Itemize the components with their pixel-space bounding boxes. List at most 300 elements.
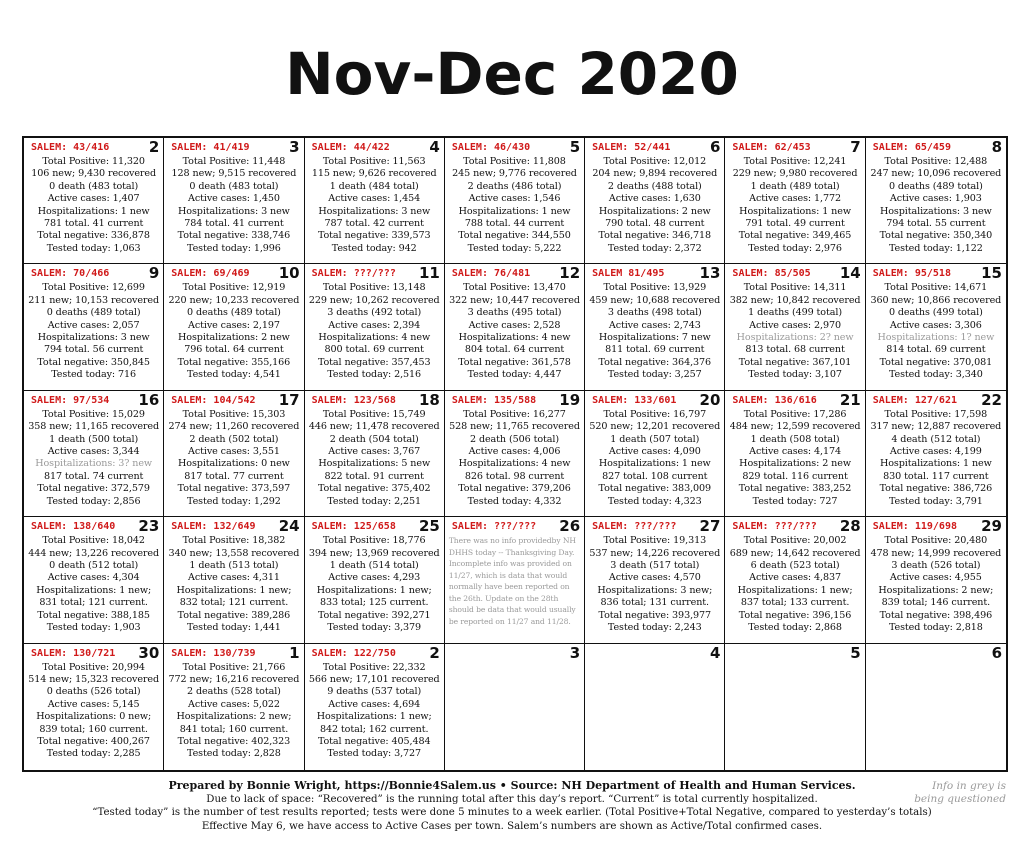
stat-line: 128 new; 9,515 recovered [171,168,297,180]
stat-line: Tested today: 2,828 [187,748,281,760]
stat-line: 796 total. 64 current [184,344,284,356]
stat-line: Total negative: 388,185 [37,609,150,621]
stat-line: 822 total. 91 current [324,470,424,482]
salem-cases: SALEM: 70/466 [31,268,110,280]
stat-line: Tested today: 2,856 [46,495,141,507]
stat-line: Total negative: 402,323 [177,736,291,748]
stat-line: Tested today: 3,340 [888,369,983,381]
salem-cases: SALEM: 95/518 [872,268,951,280]
stat-line: Tested today: 3,107 [748,369,842,381]
stat-line: Tested today: 2,372 [607,242,702,254]
stat-line: Hospitalizations: 1 new [879,458,992,470]
stat-line: Tested today: 2,251 [327,495,422,507]
day-header [305,138,444,156]
day-stats [164,535,303,634]
day-cell [164,138,304,264]
stat-line: 566 new; 17,101 recovered [308,674,440,685]
stat-line: Total Positive: 21,766 [182,661,286,673]
salem-cases: SALEM: 85/505 [732,268,811,280]
stat-line: 478 new; 14,999 recovered [870,547,1002,559]
stat-line: Active cases: 4,174 [749,446,841,458]
day-number: 6 [709,138,721,156]
day-stats [725,409,864,508]
stat-line: 2 deaths (488 total) [607,180,702,192]
day-cell [305,138,445,264]
stat-line: Total Positive: 17,598 [884,408,988,420]
stat-line: Total Positive: 22,332 [322,661,426,673]
day-cell [725,264,865,390]
day-stats [305,282,444,381]
stat-line: Tested today: 3,791 [888,495,983,507]
stat-line: 446 new; 11,478 recovered [308,421,440,433]
day-stats [445,409,584,508]
stat-line: 3 deaths (495 total) [467,307,562,319]
stat-line: Tested today: 2,516 [327,369,422,381]
stat-line: Tested today: 4,323 [607,495,702,507]
stat-line: 784 total. 41 current [184,218,284,230]
salem-cases: SALEM: 69/469 [171,268,250,280]
note-line: 11/27, which is data that would [448,570,568,580]
day-cell [585,138,725,264]
stat-line: 0 deaths (489 total) [187,307,281,319]
stat-line: Total Positive: 20,002 [743,535,847,547]
day-number: 4 [709,643,721,662]
day-number: 25 [418,517,440,536]
stat-line: 229 new; 9,980 recovered [732,168,858,180]
day-number: 12 [559,264,581,283]
day-header [866,644,1006,662]
stat-line: 841 total; 160 current. [179,723,289,735]
day-number: 1 [289,643,300,662]
stat-line: 358 new; 11,165 recovered [28,421,160,433]
day-header [24,138,163,156]
salem-cases: SALEM: 132/649 [171,521,256,533]
day-header [866,391,1006,409]
day-cell [305,517,445,643]
day-stats [445,156,584,255]
stat-line: Active cases: 5,145 [47,698,140,710]
day-cell [24,391,164,517]
stat-line: Hospitalizations: 1 new [739,205,851,217]
stat-line: Tested today: 4,447 [467,369,562,381]
stat-line: 836 total; 131 current. [600,597,710,609]
stat-line: 444 new; 13,226 recovered [28,547,160,559]
stat-line: Tested today: 2,285 [46,748,141,760]
stat-line: Hospitalizations: 1 new; [737,584,853,596]
salem-cases: SALEM: 130/721 [31,647,116,659]
stat-line: Active cases: 4,293 [328,572,421,584]
day-cell [24,644,164,770]
stat-line: Hospitalizations: 3 new [879,205,992,217]
stat-line: Total Positive: 14,311 [743,282,847,294]
day-header [305,391,444,409]
stat-line: Hospitalizations: 1 new; [176,584,292,596]
day-stats [725,535,864,634]
stat-line: 211 new; 10,153 recovered [28,294,160,306]
day-number: 17 [278,390,300,409]
stat-line: 360 new; 10,866 recovered [870,294,1002,306]
stat-line: 1 death (484 total) [329,180,419,192]
day-number: 15 [981,264,1002,283]
stat-line: 4 death (512 total) [891,433,981,445]
stat-line: 842 total; 162 current. [319,723,429,735]
salem-cases: SALEM: ???/??? [311,268,396,280]
salem-cases: SALEM: 65/459 [872,142,951,153]
salem-cases: SALEM: 133/601 [592,394,677,406]
stat-line: 817 total. 74 current [43,470,144,482]
stat-line: 247 new; 10,096 recovered [870,168,1002,180]
day-stats [866,156,1006,255]
stat-line: 0 deaths (499 total) [888,307,983,319]
stat-line: Active cases: 2,197 [188,319,280,331]
day-cell [305,264,445,390]
day-header [725,264,864,282]
day-cell [445,138,585,264]
footer [0,779,1024,833]
day-cell [164,391,304,517]
stat-line: 829 total. 116 current [742,470,848,482]
stat-line: Hospitalizations: 7 new [598,332,711,344]
salem-cases: SALEM: ???/??? [451,521,537,533]
stat-line: Total Positive: 12,699 [42,282,145,294]
stat-line: 826 total. 98 current [464,470,565,482]
salem-cases: SALEM: 104/542 [171,394,256,406]
stat-line: 813 total. 68 current [745,344,845,356]
day-stats [24,409,163,508]
day-header [585,264,724,282]
stat-line: 3 death (517 total) [610,560,700,571]
stat-line: 220 new; 10,233 recovered [168,294,300,306]
day-cell [164,644,304,770]
calendar-grid [22,136,1008,772]
day-number: 10 [278,264,300,283]
day-stats [585,535,724,634]
day-header [725,517,864,535]
day-header [445,391,584,409]
stat-line: Active cases: 1,630 [608,193,701,205]
stat-line: Tested today: 716 [51,369,137,381]
day-number: 11 [418,264,440,283]
salem-cases: SALEM: 136/616 [732,394,817,406]
stat-line: Total Positive: 15,749 [322,408,426,420]
stat-line: 787 total. 42 current [324,218,424,230]
day-header [24,391,163,409]
stat-line: Total negative: 392,271 [317,609,431,621]
stat-line: Active cases: 1,772 [749,193,841,205]
day-header [866,264,1006,282]
stat-line: 0 deaths (489 total) [46,307,141,319]
stat-line: Hospitalizations: 3 new [37,332,150,344]
stat-line: 537 new; 14,226 recovered [589,547,721,559]
day-cell [866,391,1006,517]
salem-cases: SALEM: 119/698 [872,521,957,533]
stat-line: Hospitalizations: 1 new [598,458,711,470]
day-header [585,517,724,535]
day-header [24,264,163,282]
note-line: should be data that would usually [448,605,576,615]
stat-line: Total negative: 349,465 [738,230,852,242]
stat-line: 817 total. 77 current [184,470,284,482]
stat-line: 484 new; 12,599 recovered [729,421,861,433]
day-cell [445,517,585,643]
day-stats [305,409,444,508]
stat-line: 1 death (489 total) [750,180,840,192]
salem-cases: SALEM: 46/430 [451,142,531,153]
day-header [445,264,584,282]
stat-line: Hospitalizations: 5 new [318,458,431,470]
day-stats [164,409,303,508]
day-number: 14 [839,264,861,283]
day-header [305,517,444,535]
stat-line: Hospitalizations: 3 new; [597,584,713,596]
stat-line: 3 death (526 total) [891,560,981,571]
stat-line: 2 deaths (528 total) [187,686,281,698]
stat-line: Hospitalizations: 0 new; [36,711,152,723]
day-cell [725,138,865,264]
day-cell [164,517,304,643]
stat-line: 1 deaths (499 total) [748,307,842,319]
stat-line: Total Positive: 18,776 [322,535,426,547]
day-stats [164,282,303,381]
salem-cases: SALEM 81/495 [592,268,665,280]
stat-line: 827 total. 108 current [602,470,708,482]
day-cell [585,644,725,770]
stat-line: Total negative: 396,156 [738,609,852,621]
stat-line: 689 new; 14,642 recovered [729,547,861,559]
stat-line: Total negative: 367,101 [738,356,852,368]
stat-line: 832 total; 121 current. [179,597,289,609]
day-stats [445,282,584,381]
stat-line: 2 death (502 total) [189,433,279,445]
stat-line: 340 new; 13,558 recovered [168,547,300,559]
stat-line: Hospitalizations: 1 new; [316,584,432,596]
stat-line: 0 death (483 total) [189,180,279,192]
stat-line: Hospitalizations: 1 new; [36,584,152,596]
day-stats [305,662,444,761]
day-cell [24,517,164,643]
grey-note-line-2: being questioned [914,793,1006,805]
stat-line: 459 new; 10,688 recovered [589,294,721,306]
day-number: 3 [569,643,581,662]
stat-line: Tested today: 4,541 [187,369,281,381]
stat-line: 2 deaths (486 total) [467,180,562,192]
stat-line: Hospitalizations: 2 new; [176,711,292,723]
stat-line: 814 total. 69 current [886,344,986,356]
stat-line: 781 total. 41 current [43,218,144,230]
stat-line: Active cases: 2,528 [468,319,561,331]
stat-line: Hospitalizations: 4 new [458,332,571,344]
stat-line: Hospitalizations: 1 new [37,205,150,217]
day-cell [305,644,445,770]
stat-line: 2 death (504 total) [329,433,419,445]
stat-line: 115 new; 9,626 recovered [311,168,437,180]
stat-line: Total Positive: 20,994 [42,661,145,673]
stat-line: 322 new; 10,447 recovered [449,294,580,306]
day-stats [305,156,444,255]
stat-line: Hospitalizations: 2? new [736,332,854,344]
day-header [164,138,303,156]
stat-line: Active cases: 4,694 [328,698,421,710]
stat-line: 0 death (483 total) [49,180,139,192]
grey-note-line-1: Info in grey is [932,780,1006,792]
day-number: 3 [289,138,300,156]
stat-line: Total negative: 400,267 [37,736,150,748]
day-number: 24 [278,517,300,536]
stat-line: 1 death (507 total) [610,433,700,445]
stat-line: Tested today: 1,122 [888,242,983,254]
day-cell [305,391,445,517]
salem-cases: SALEM: ???/??? [592,521,677,533]
day-cell [164,264,304,390]
stat-line: 245 new; 9,776 recovered [452,168,577,180]
stat-line: Hospitalizations: 4 new [318,332,431,344]
stat-line: 1 death (514 total) [329,560,419,571]
salem-cases: SALEM: 123/568 [311,394,396,406]
day-header [24,644,163,662]
grey-info-note [914,780,1006,806]
stat-line: Total Positive: 11,320 [42,156,145,167]
day-cell [445,644,585,770]
day-header [585,644,724,662]
day-number: 5 [569,138,581,156]
day-header [164,517,303,535]
stat-line: Active cases: 2,394 [328,319,421,331]
day-cell [725,391,865,517]
stat-line: Hospitalizations: 2 new; [878,584,994,596]
stat-line: 229 new; 10,262 recovered [308,294,440,306]
day-number: 26 [559,517,581,536]
stat-line: Tested today: 1,441 [187,622,281,634]
stat-line: Total Positive: 11,448 [182,156,286,167]
stat-line: Active cases: 4,311 [188,572,280,584]
salem-cases: SALEM: 127/621 [872,394,957,406]
day-number: 29 [981,517,1002,536]
day-stats [24,662,163,761]
stat-line: Total Positive: 11,563 [322,156,426,167]
stat-line: Total negative: 355,166 [177,356,291,368]
day-header [866,517,1006,535]
day-cell [24,138,164,264]
day-stats [24,282,163,381]
stat-line: Tested today: 3,727 [327,748,422,760]
stat-line: Total negative: 339,573 [317,230,431,242]
day-stats [866,535,1006,634]
stat-line: 1 death (500 total) [49,433,139,445]
day-number: 19 [559,390,581,409]
day-header [725,138,864,156]
day-cell [585,517,725,643]
day-cell [585,264,725,390]
day-number: 22 [981,390,1002,409]
stat-line: Active cases: 1,450 [188,193,280,205]
stat-line: Total negative: 383,252 [738,483,852,495]
stat-line: Active cases: 3,344 [47,446,140,458]
day-header [585,138,724,156]
day-header [164,264,303,282]
day-number: 13 [699,264,721,283]
day-cell [866,517,1006,643]
stat-line: Total Positive: 12,012 [603,156,707,167]
day-header [585,391,724,409]
stat-line: Active cases: 2,057 [47,319,140,331]
stat-line: Active cases: 3,306 [889,319,982,331]
stat-line: Total negative: 372,579 [37,483,150,495]
stat-line: Total Positive: 15,303 [182,408,286,420]
stat-line: Total Positive: 20,480 [884,535,988,547]
footer-note-recovered: Due to lack of space: “Recovered” is the running total after this day’s report. “Current” is total currently hospitalized. [206,793,818,805]
stat-line: Tested today: 1,996 [187,242,281,254]
day-cell [866,138,1006,264]
stat-line: Hospitalizations: 4 new [458,458,571,470]
stat-line: Total negative: 383,009 [598,483,712,495]
stat-line: Active cases: 3,767 [328,446,421,458]
day-header [24,517,163,535]
stat-line: Active cases: 4,570 [608,572,701,584]
stat-line: Total negative: 386,726 [879,483,993,495]
stat-line: Total negative: 350,340 [879,230,993,242]
stat-line: 1 death (513 total) [189,560,279,571]
stat-line: Total negative: 373,597 [177,483,291,495]
page-title: Nov-Dec 2020 [285,40,739,108]
stat-line: Tested today: 1,063 [46,242,141,254]
note-line: DHHS today -- Thanksgiving Day. [448,547,575,557]
stat-line: 2 death (506 total) [469,433,559,445]
footer-credits: Prepared by Bonnie Wright, https://Bonnie4Salem.us • Source: NH Department of Health and Human Services. [168,779,856,792]
day-number: 8 [991,138,1002,156]
stat-line: Total Positive: 11,808 [463,156,566,167]
stat-line: Total Positive: 16,277 [463,408,566,420]
day-number: 23 [138,517,160,536]
day-number: 18 [418,390,440,409]
day-cell [585,391,725,517]
note-line: There was no info providedby NH [448,536,576,546]
stat-line: Total negative: 370,081 [879,356,993,368]
day-stats [585,156,724,255]
stat-line: 204 new; 9,894 recovered [592,168,718,180]
stat-line: 1 death (508 total) [750,433,840,445]
stat-line: Total Positive: 16,797 [603,408,707,420]
day-number: 27 [699,517,721,536]
stat-line: Active cases: 4,090 [608,446,701,458]
stat-line: Total negative: 398,496 [879,609,993,621]
day-stats [24,535,163,634]
salem-cases: SALEM: 52/441 [592,142,671,153]
stat-line: Active cases: 4,837 [749,572,841,584]
stat-line: Active cases: 4,955 [889,572,982,584]
stat-line: 520 new; 12,201 recovered [589,421,721,433]
stat-line: Hospitalizations: 1 new; [316,711,432,723]
note-line: normally have been reported on [448,582,570,592]
day-stats [866,409,1006,508]
day-number: 9 [148,264,160,283]
stat-line: 3 deaths (492 total) [327,307,422,319]
day-header [164,644,303,662]
stat-line: 317 new; 12,887 recovered [870,421,1002,433]
stat-line: Total negative: 361,578 [458,356,571,368]
day-number: 28 [839,517,861,536]
stat-line: Total Positive: 12,241 [743,156,847,167]
day-stats [585,409,724,508]
day-cell [866,264,1006,390]
stat-line: Hospitalizations: 2 new [739,458,851,470]
day-number: 2 [148,138,160,156]
stat-line: Hospitalizations: 2 new [598,205,711,217]
note-line: be reported on 11/27 and 11/28. [448,616,571,626]
day-header [866,138,1006,156]
stat-line: Active cases: 1,454 [328,193,421,205]
stat-line: Total Positive: 13,148 [322,282,426,294]
salem-cases: SALEM: ???/??? [732,521,817,533]
